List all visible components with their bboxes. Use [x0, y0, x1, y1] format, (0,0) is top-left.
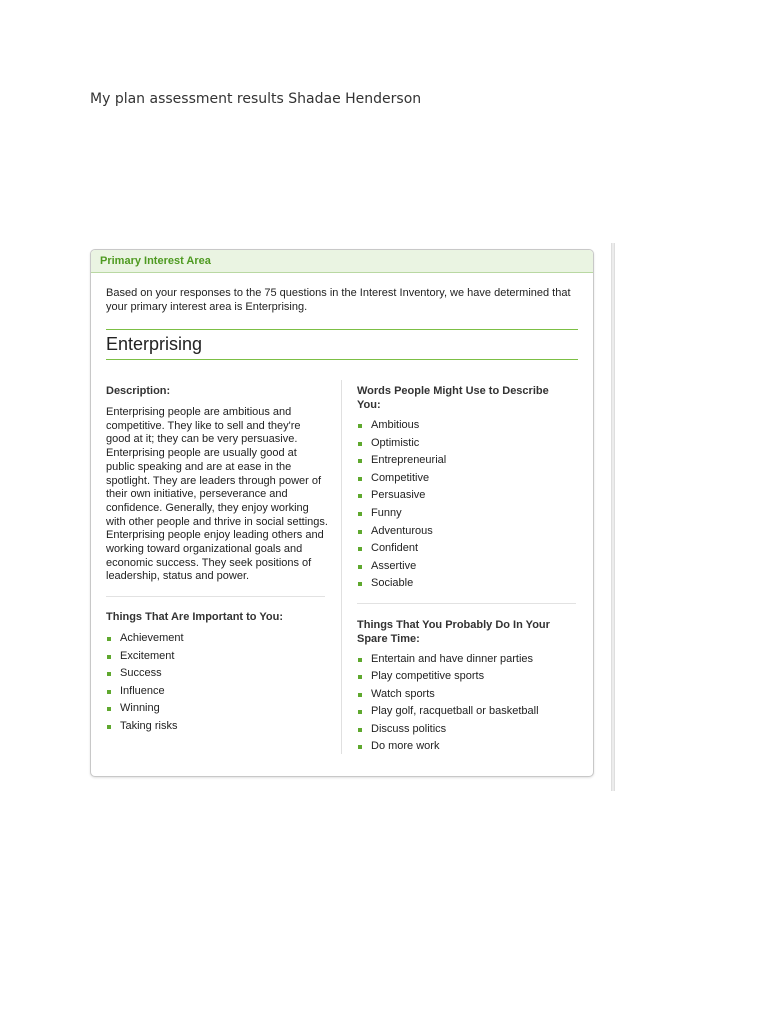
words-list: [357, 417, 572, 593]
list-item: Play golf, racquetball or basketball: [357, 703, 577, 720]
words-title: Words People Might Use to Describe You:: [357, 385, 549, 411]
list-item: Winning: [106, 700, 326, 718]
list-item: Influence: [106, 683, 326, 701]
description-title: Description:: [106, 385, 171, 397]
list-item: Entrepreneurial: [357, 452, 572, 470]
list-item: Optimistic: [357, 435, 572, 453]
list-item: Sociable: [357, 575, 572, 593]
document-title: My plan assessment results Shadae Henderson: [90, 91, 422, 107]
spare-time-title: Things That You Probably Do In Your Spare Time:: [357, 619, 550, 645]
list-item: Watch sports: [357, 686, 577, 703]
list-item: Success: [106, 665, 326, 683]
column-divider: [341, 380, 342, 754]
list-item: Excitement: [106, 648, 326, 666]
list-item: Confident: [357, 540, 572, 558]
panel-header: Primary Interest Area: [91, 250, 593, 273]
list-item: Funny: [357, 505, 572, 523]
list-item: Taking risks: [106, 718, 326, 736]
list-item: Competitive: [357, 470, 572, 488]
screenshot-edge-shadow: [611, 243, 615, 791]
important-title: Things That Are Important to You:: [106, 611, 284, 623]
heading-rule-top: [106, 329, 578, 330]
list-item: Ambitious: [357, 417, 572, 435]
intro-text: Based on your responses to the 75 questions in the Interest Inventory, we have determined that your primary interest area is Enterprising.: [106, 287, 571, 313]
right-section-divider: [357, 603, 576, 604]
interest-heading: Enterprising: [106, 334, 203, 354]
spare-time-list: [357, 651, 577, 755]
list-item: Achievement: [106, 630, 326, 648]
important-list: [106, 630, 326, 736]
list-item: Play competitive sports: [357, 668, 577, 685]
left-section-divider: [106, 596, 325, 597]
list-item: Do more work: [357, 738, 577, 755]
list-item: Persuasive: [357, 487, 572, 505]
primary-interest-panel: [90, 249, 594, 777]
list-item: Entertain and have dinner parties: [357, 651, 577, 668]
list-item: Discuss politics: [357, 721, 577, 738]
list-item: Adventurous: [357, 523, 572, 541]
list-item: Assertive: [357, 558, 572, 576]
heading-rule-bottom: [106, 359, 578, 360]
description-text: Enterprising people are ambitious and competitive. They like to sell and they're good at it; they can be very persuasive. Enterprising people are usually good at public speaking and are at ease in the spotlight. They are leaders through power of their own initiative, perseverance and confidence. Generally, they enjoy working with other people and thrive in social settings. Enterprising people enjoy leading others and working toward organizational goals and economic success. They seek positions of leadership, status and power.: [106, 406, 328, 583]
